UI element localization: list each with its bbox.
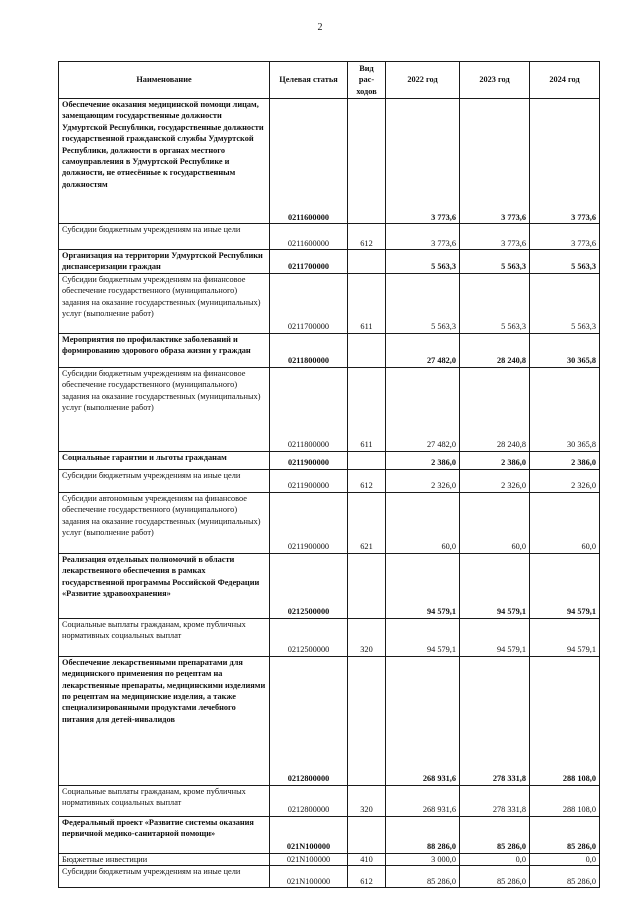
row-name: Мероприятия по профилактике заболеваний и формированию здорового образа жизни у граждан <box>59 333 270 367</box>
row-target-article: 0211700000 <box>270 250 348 274</box>
row-2024: 0,0 <box>530 853 600 865</box>
row-2023: 0,0 <box>460 853 530 865</box>
row-name: Организация на территории Удмуртской Республики диспансеризации граждан <box>59 250 270 274</box>
table-row <box>59 451 600 469</box>
row-2023: 5 563,3 <box>460 273 530 333</box>
row-expense-type <box>348 333 386 367</box>
row-2024: 2 326,0 <box>530 469 600 492</box>
row-2023: 5 563,3 <box>460 250 530 274</box>
row-2022: 3 000,0 <box>386 853 460 865</box>
budget-table <box>58 61 600 888</box>
row-2024: 5 563,3 <box>530 273 600 333</box>
row-2024: 3 773,6 <box>530 99 600 224</box>
row-2022: 5 563,3 <box>386 273 460 333</box>
row-name: Социальные гарантии и льготы гражданам <box>59 451 270 469</box>
row-2022: 2 326,0 <box>386 469 460 492</box>
row-2023: 85 286,0 <box>460 866 530 888</box>
row-name: Бюджетные инвестиции <box>59 853 270 865</box>
row-2023: 94 579,1 <box>460 618 530 656</box>
row-name: Субсидии автономным учреждениям на финансовое обеспечение государственного (муниципального) задания на оказание государственных (муниципальных) услуг (выполнение работ) <box>59 492 270 553</box>
row-name: Субсидии бюджетным учреждениям на финансовое обеспечение государственного (муниципального) задания на оказание государственных (муниципальных) услуг (выполнение работ) <box>59 367 270 451</box>
table-row <box>59 273 600 333</box>
table-row <box>59 333 600 367</box>
row-2023: 2 386,0 <box>460 451 530 469</box>
row-2022: 60,0 <box>386 492 460 553</box>
row-name: Социальные выплаты гражданам, кроме публичных нормативных социальных выплат <box>59 618 270 656</box>
row-2022: 27 482,0 <box>386 333 460 367</box>
row-2024: 94 579,1 <box>530 553 600 618</box>
header-expense-type: Вид рас-ходов <box>348 62 386 99</box>
row-2024: 30 365,8 <box>530 333 600 367</box>
table-header-row <box>59 62 600 99</box>
row-2023: 3 773,6 <box>460 224 530 250</box>
row-2022: 85 286,0 <box>386 866 460 888</box>
row-target-article: 0211800000 <box>270 333 348 367</box>
page-number: 2 <box>317 22 323 33</box>
table-row <box>59 367 600 451</box>
row-name: Субсидии бюджетным учреждениям на иные цели <box>59 866 270 888</box>
row-expense-type: 612 <box>348 224 386 250</box>
row-target-article: 021N100000 <box>270 866 348 888</box>
table-row <box>59 816 600 853</box>
row-2024: 60,0 <box>530 492 600 553</box>
row-name: Реализация отдельных полномочий в области лекарственного обеспечения в рамках государственной программы Российской Федерации «Развитие здравоохранения» <box>59 553 270 618</box>
table-row <box>59 853 600 865</box>
row-2022: 2 386,0 <box>386 451 460 469</box>
row-2024: 85 286,0 <box>530 816 600 853</box>
row-expense-type <box>348 250 386 274</box>
row-expense-type: 320 <box>348 618 386 656</box>
header-2023: 2023 год <box>460 62 530 99</box>
header-target-article: Целевая статья <box>270 62 348 99</box>
row-target-article: 021N100000 <box>270 853 348 865</box>
row-expense-type: 621 <box>348 492 386 553</box>
row-2023: 2 326,0 <box>460 469 530 492</box>
row-target-article: 0212800000 <box>270 785 348 816</box>
row-target-article: 0211600000 <box>270 224 348 250</box>
row-2024: 3 773,6 <box>530 224 600 250</box>
row-target-article: 0211800000 <box>270 367 348 451</box>
table-row <box>59 866 600 888</box>
row-2023: 278 331,8 <box>460 656 530 785</box>
table-row <box>59 785 600 816</box>
row-2023: 60,0 <box>460 492 530 553</box>
row-expense-type <box>348 656 386 785</box>
row-2022: 3 773,6 <box>386 224 460 250</box>
header-name: Наименование <box>59 62 270 99</box>
row-name: Социальные выплаты гражданам, кроме публичных нормативных социальных выплат <box>59 785 270 816</box>
row-2023: 85 286,0 <box>460 816 530 853</box>
table-row <box>59 492 600 553</box>
row-2024: 85 286,0 <box>530 866 600 888</box>
row-expense-type: 320 <box>348 785 386 816</box>
row-2024: 94 579,1 <box>530 618 600 656</box>
row-target-article: 0212500000 <box>270 618 348 656</box>
row-2022: 27 482,0 <box>386 367 460 451</box>
row-2023: 94 579,1 <box>460 553 530 618</box>
row-target-article: 0211600000 <box>270 99 348 224</box>
row-target-article: 0211900000 <box>270 469 348 492</box>
table-body <box>59 99 600 888</box>
row-2024: 2 386,0 <box>530 451 600 469</box>
row-expense-type <box>348 816 386 853</box>
header-2024: 2024 год <box>530 62 600 99</box>
table-row <box>59 99 600 224</box>
table-row <box>59 224 600 250</box>
row-expense-type: 410 <box>348 853 386 865</box>
header-2022: 2022 год <box>386 62 460 99</box>
row-expense-type <box>348 553 386 618</box>
row-2022: 94 579,1 <box>386 553 460 618</box>
row-name: Обеспечение лекарственными препаратами для медицинского применения по рецептам на лекарственные препараты, медицинскими изделиями по рецептам на медицинские изделия, а также специализированными продуктами лечебного питания для детей-инвалидов <box>59 656 270 785</box>
row-expense-type <box>348 99 386 224</box>
row-2023: 28 240,8 <box>460 367 530 451</box>
row-2023: 28 240,8 <box>460 333 530 367</box>
row-name: Субсидии бюджетным учреждениям на финансовое обеспечение государственного (муниципального) задания на оказание государственных (муниципальных) услуг (выполнение работ) <box>59 273 270 333</box>
row-2024: 5 563,3 <box>530 250 600 274</box>
row-2022: 268 931,6 <box>386 785 460 816</box>
row-expense-type: 612 <box>348 866 386 888</box>
row-2023: 278 331,8 <box>460 785 530 816</box>
table-row <box>59 553 600 618</box>
row-2022: 88 286,0 <box>386 816 460 853</box>
row-expense-type: 611 <box>348 367 386 451</box>
row-2022: 268 931,6 <box>386 656 460 785</box>
row-target-article: 0212500000 <box>270 553 348 618</box>
table-row <box>59 656 600 785</box>
table-row <box>59 250 600 274</box>
row-target-article: 0212800000 <box>270 656 348 785</box>
row-2023: 3 773,6 <box>460 99 530 224</box>
table-row <box>59 469 600 492</box>
row-expense-type: 611 <box>348 273 386 333</box>
table-row <box>59 618 600 656</box>
row-2024: 288 108,0 <box>530 656 600 785</box>
row-expense-type: 612 <box>348 469 386 492</box>
row-2022: 94 579,1 <box>386 618 460 656</box>
row-target-article: 0211700000 <box>270 273 348 333</box>
row-name: Субсидии бюджетным учреждениям на иные цели <box>59 224 270 250</box>
row-target-article: 0211900000 <box>270 451 348 469</box>
row-2024: 288 108,0 <box>530 785 600 816</box>
row-2024: 30 365,8 <box>530 367 600 451</box>
row-name: Субсидии бюджетным учреждениям на иные цели <box>59 469 270 492</box>
row-expense-type <box>348 451 386 469</box>
row-target-article: 021N100000 <box>270 816 348 853</box>
row-target-article: 0211900000 <box>270 492 348 553</box>
row-2022: 5 563,3 <box>386 250 460 274</box>
row-name: Федеральный проект «Развитие системы оказания первичной медико-санитарной помощи» <box>59 816 270 853</box>
row-2022: 3 773,6 <box>386 99 460 224</box>
row-name: Обеспечение оказания медицинской помощи лицам, замещающим государственные должности Удмуртской Республики, государственные должности государственной гражданской службы Удмуртской Республики, должности в органах местного самоуправления в Удмуртской Республике и должности, не отнесённые к государственным должностям <box>59 99 270 224</box>
